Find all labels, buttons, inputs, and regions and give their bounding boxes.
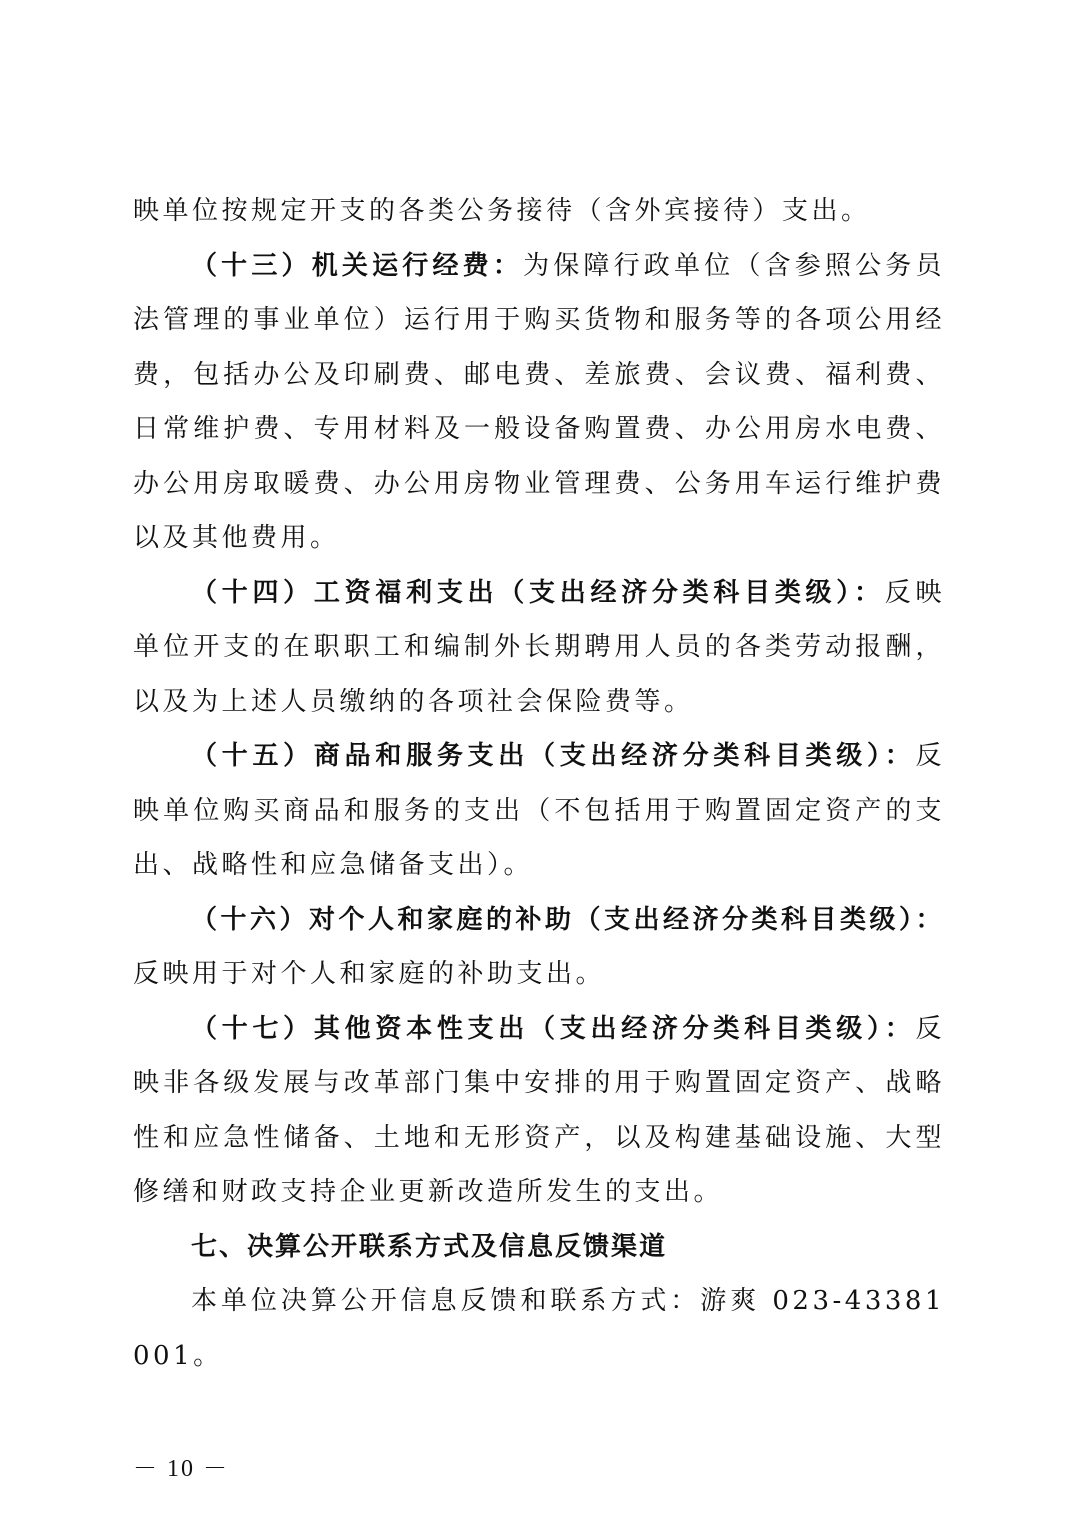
- term-heading: （十七）其他资本性支出（支出经济分类科目类级）：: [191, 1013, 916, 1044]
- term-heading: （十六）对个人和家庭的补助（支出经济分类科目类级）：: [191, 904, 946, 935]
- paragraph-text: 映单位按规定开支的各类公务接待（含外宾接待）支出。: [133, 196, 871, 226]
- paragraph-item-15: [133, 729, 945, 893]
- paragraph-item-16: [133, 893, 945, 1002]
- page-number: － 10 －: [133, 1456, 229, 1482]
- contact-paragraph: [133, 1274, 945, 1383]
- paragraph-text: 为保障行政单位（含参照公务员法管理的事业单位）运行用于购买货物和服务等的各项公用经费，包括办公及印刷费、邮电费、差旅费、会议费、福利费、日常维护费、专用材料及一般设备购置费、办公用房水电费、办公用房取暖费、办公用房物业管理费、公务用车运行维护费以及其他费用。: [133, 250, 945, 553]
- paragraph-text: 反映非各级发展与改革部门集中安排的用于购置固定资产、战略性和应急性储备、土地和无形资产，以及构建基础设施、大型修缮和财政支持企业更新改造所发生的支出。: [133, 1013, 945, 1207]
- term-heading: （十四）工资福利支出（支出经济分类科目类级）：: [191, 577, 885, 608]
- paragraph-item-13: [133, 239, 945, 566]
- term-heading: （十五）商品和服务支出（支出经济分类科目类级）：: [191, 741, 916, 771]
- paragraph-text: 反映单位开支的在职职工和编制外长期聘用人员的各类劳动报酬，以及为上述人员缴纳的各项社会保险费等。: [133, 577, 945, 717]
- term-heading: （十三）机关运行经费：: [191, 250, 524, 281]
- paragraph-item-14: [133, 566, 945, 730]
- document-body: [133, 184, 945, 1383]
- paragraph-continuation: [133, 184, 945, 239]
- paragraph-item-17: [133, 1002, 945, 1220]
- contact-text: 本单位决算公开信息反馈和联系方式：游爽 023-43381001。: [133, 1286, 945, 1371]
- paragraph-text: 反映用于对个人和家庭的补助支出。: [133, 959, 606, 989]
- paragraph-text: 反映单位购买商品和服务的支出（不包括用于购置固定资产的支出、战略性和应急储备支出）。: [133, 741, 945, 880]
- section-heading: 七、决算公开联系方式及信息反馈渠道: [191, 1231, 668, 1262]
